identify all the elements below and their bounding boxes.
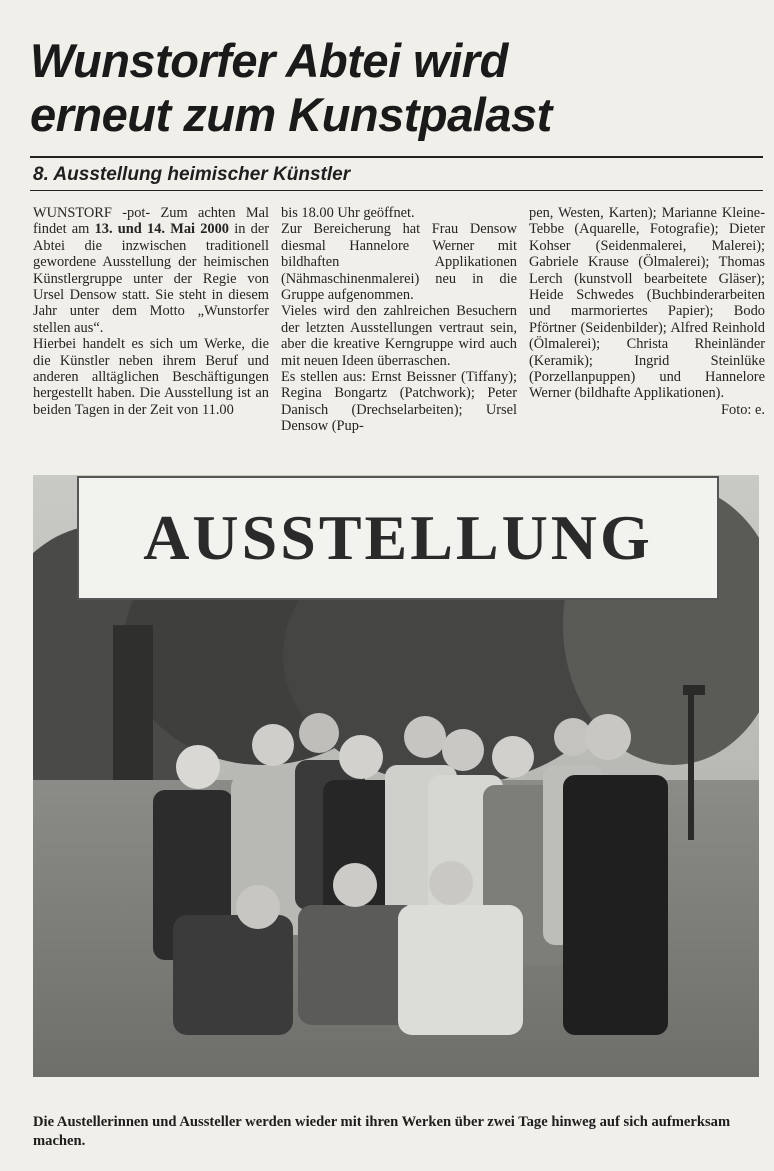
photo-credit: Foto: e. xyxy=(721,401,765,418)
rule-top xyxy=(30,156,763,158)
paragraph-intro xyxy=(33,205,269,336)
headline-line-1: Wunstorfer Abtei wird xyxy=(30,34,508,87)
paragraph-exhibitors: Es stellen aus: Ernst Beissner (Tiffany); Regina Bongartz (Patchwork); Peter Danisch (Drechselarbeiten); Ursel Densow (Pup- xyxy=(281,369,517,435)
exhibition-banner xyxy=(78,477,718,599)
headline-line-2: erneut zum Kunstpalast xyxy=(30,88,552,141)
paragraph-works: Hierbei handelt es sich um Werke, die die Künstler neben ihrem Beruf und anderen alltäglichen Beschäftigungen hergestellt haben. Die Ausstellung ist an beiden Tagen in der Zeit von 11.00 xyxy=(33,336,269,418)
intro-text-continued: in der Abtei die inzwischen traditionell gewordene Ausstellung der heimischen Künstlergruppe unter der Regie von Ursel Densow statt. Sie steht in diesem Jahr unter dem Motto „Wunstorfer stellen aus“. xyxy=(33,221,270,336)
subheadline: 8. Ausstellung heimischer Künstler xyxy=(33,164,351,185)
article-column-2 xyxy=(281,205,517,435)
paragraph-new-member: Zur Bereicherung hat Frau Densow diesmal Hannelore Werner mit bildhaften Applikationen (Nähmaschinenmalerei) neu in die Gruppe aufgenommen. xyxy=(281,221,517,304)
group-photo xyxy=(33,475,759,1077)
rule-below-subhead xyxy=(30,190,763,191)
article-column-1 xyxy=(33,205,269,418)
banner-text: AUSSTELLUNG xyxy=(143,502,653,573)
photo-caption: Die Austellerinnen und Aussteller werden wieder mit ihren Werken über zwei Tage hinweg auf sich aufmerksam machen. xyxy=(33,1114,731,1149)
intro-text: WUNSTORF -pot- Zum achten Mal findet am xyxy=(33,205,269,238)
group-photo-drawing xyxy=(33,475,759,1077)
paragraph-core-group: Vieles wird den zahlreichen Besuchern der letzten Ausstellungen vertraut sein, aber die kreative Kerngruppe wird auch mit neuen Ideen überraschen. xyxy=(281,303,517,369)
headline xyxy=(30,34,750,142)
event-date: 13. und 14. Mai 2000 xyxy=(94,221,230,238)
paragraph-hours: bis 18.00 Uhr geöffnet. xyxy=(281,205,415,221)
article-column-3 xyxy=(529,205,765,418)
paragraph-exhibitors-continued: pen, Westen, Karten); Marianne Kleine-Tebbe (Aquarelle, Fotografie); Dieter Kohser (Seidenmalerei, Malerei); Gabriele Krause (Ölmalerei); Thomas Lerch (kunstvoll bearbeitete Gläser); Heide Schwedes (Buchbinderarbeiten und marmoriertes Papier); Bodo Pförtner (Seidenbilder); Alfred Reinhold (Ölmalerei); Christa Rheinländer (Keramik); Ingrid Steinlüke (Porzellanpuppen) und Hannelore Werner (bildhafte Applikationen). xyxy=(529,205,765,402)
